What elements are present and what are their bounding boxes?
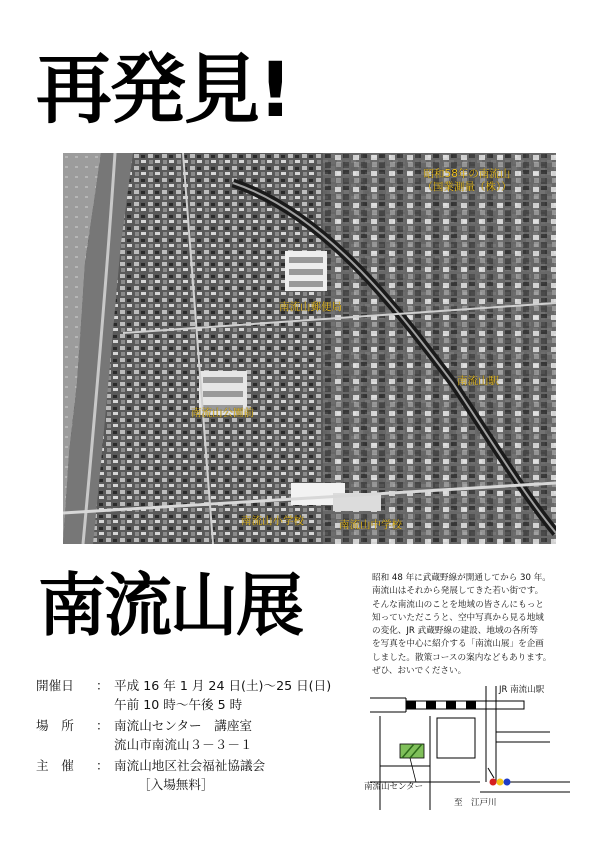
- description-line: しました。散策コースの案内などもあります。: [372, 652, 552, 663]
- access-map: [364, 685, 570, 810]
- photo-caption: [403, 168, 531, 194]
- aerial-photo: [63, 153, 556, 544]
- place-label: 場 所: [36, 718, 74, 733]
- place-value: 南流山センター 講座室: [114, 718, 253, 733]
- map-label-center: 南流山センター: [364, 782, 424, 792]
- headline: 再発見!: [36, 45, 291, 134]
- description-line: 南流山はそれから発展してきた若い街です。: [372, 586, 544, 597]
- photo-caption-line-1: 昭和58年の南流山: [423, 168, 511, 180]
- photo-label-park: 南流山公園前: [191, 407, 254, 419]
- description-line: 昭和 48 年に武蔵野線が開通してから 30 年。: [372, 573, 551, 583]
- date-colon: ：: [96, 678, 109, 693]
- description-line: を写真を中心に紹介する「南流山展」を企画: [372, 639, 544, 650]
- date-value: 平成 16 年 1 月 24 日(土)～25 日(日): [114, 678, 332, 693]
- date-label: 開催日: [36, 678, 74, 693]
- photo-label-elementary-school: 南流山小学校: [241, 515, 304, 527]
- map-label-station: JR 南流山駅: [499, 685, 545, 695]
- host-label: 主 催: [36, 758, 74, 773]
- description: [372, 572, 582, 678]
- map-label-river: 至 江戸川: [454, 798, 497, 808]
- photo-caption-line-2: （国業測量（株））: [422, 181, 512, 193]
- photo-label-junior-high-school: 南流山中学校: [339, 519, 402, 531]
- host-colon: ：: [96, 758, 109, 773]
- photo-label-station: 南流山駅: [457, 375, 499, 387]
- admission-value: ［入場無料］: [138, 777, 214, 792]
- aerial-photo-image: [63, 153, 556, 544]
- description-line: そんな南流山のことを地域の皆さんにもっと: [372, 599, 544, 610]
- place-colon: ：: [96, 718, 109, 733]
- time-value: 午前 10 時～午後 5 時: [114, 697, 243, 712]
- photo-label-post-office: 南流山郵便局: [279, 301, 342, 313]
- exhibition-title: 南流山展: [38, 567, 303, 646]
- description-line: の変化、JR 武蔵野線の建設、地域の各所等: [372, 626, 538, 637]
- address-value: 流山市南流山３－３－１: [114, 737, 253, 752]
- host-value: 南流山地区社会福祉協議会: [114, 758, 266, 773]
- description-line: ぜひ、おいでください。: [372, 666, 467, 677]
- description-line: 知っていただこうと、空中写真から見る地域: [372, 612, 544, 623]
